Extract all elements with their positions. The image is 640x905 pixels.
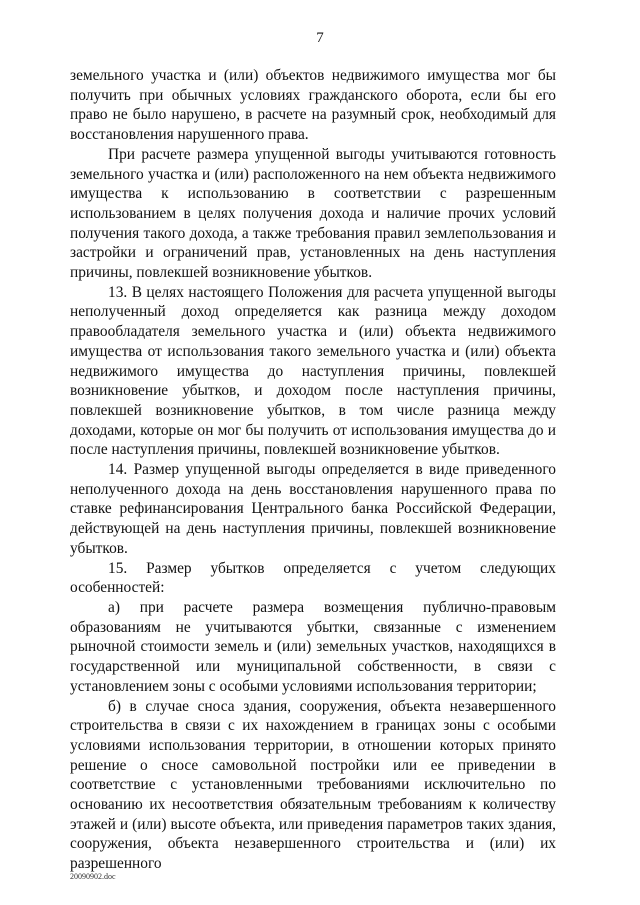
document-body [70,66,556,874]
subparagraph-a: а) при расчете размера возмещения публично-правовым образованиям не учитываются убытки, связанные с изменением рыночной стоимости земель и (или) земельных участков, находящихся в государственной или муниципальной собственности, в связи с установлением зоны с особыми условиями использования территории; [70,598,556,695]
paragraph-continuation: земельного участка и (или) объектов недвижимого имущества мог бы получить при обычных условиях гражданского оборота, если бы его право не было нарушено, в расчете на разумный срок, необходимый для восстановления нарушенного права. [70,67,556,144]
paragraph-13: 13. В целях настоящего Положения для расчета упущенной выгоды неполученный доход определяется как разница между доходом правообладателя земельного участка и (или) объекта недвижимого имущества от использования такого земельного участка и (или) объекта недвижимого имущества до наступления причины, повлекшей возникновение убытков, и доходом после наступления причины, повлекшей возникновение убытков, в том числе разница между доходами, которые он мог бы получить от использования имущества до и после наступления причины, повлекшей возникновение убытков. [70,283,556,459]
subparagraph-b: б) в случае сноса здания, сооружения, объекта незавершенного строительства в связи с их нахождением в границах зоны с особыми условиями использования территории, в отношении которых принято решение о сносе самовольной постройки или ее приведении в соответствие с установленными требованиями исключительно по основанию их несоответствия обязательным требованиям к количеству этажей и (или) высоте объекта, или приведения параметров таких здания, сооружения, объекта незавершенного строительства и (или) их разрешенного [70,697,556,873]
paragraph-15: 15. Размер убытков определяется с учетом следующих особенностей: [70,559,556,597]
page-number: 7 [316,30,324,46]
footer-filename: 20090902.doc [70,872,116,881]
paragraph-14: 14. Размер упущенной выгоды определяется в виде приведенного неполученного дохода на день восстановления нарушенного права по ставке рефинансирования Центрального банка Российской Федерации, действующей на день наступления причины, повлекшей возникновение убытков. [70,461,556,557]
paragraph-lost-profit-factors: При расчете размера упущенной выгоды учитываются готовность земельного участка и (или) расположенного на нем объекта недвижимого имущества к использованию в соответствии с разрешенным использованием в целях получения дохода и наличие прочих условий получения такого дохода, а также требования правил землепользования и застройки и ограничений прав, установленных на день наступления причины, повлекшей возникновение убытков. [70,145,556,282]
